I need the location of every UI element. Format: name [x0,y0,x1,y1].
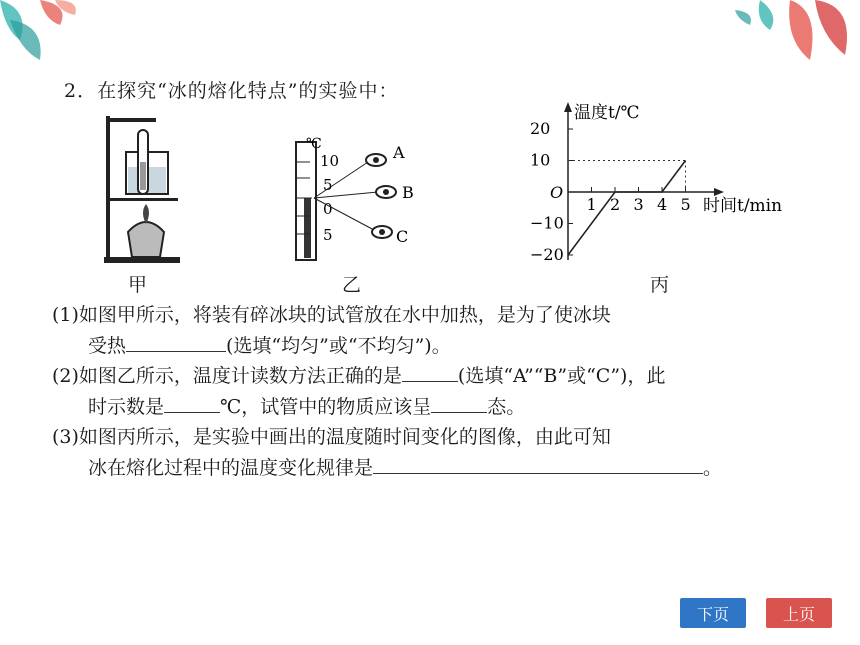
figure-bing-chart [528,100,808,270]
item-3-line-b [52,453,832,484]
next-page-button[interactable]: 下页 [680,598,746,628]
figure-yi-label: 乙 [342,274,362,296]
figure-jia-apparatus [98,112,188,264]
answer-blank-4[interactable] [431,392,487,413]
x-axis-label: 时间t/min [703,196,783,216]
answer-blank-2[interactable] [402,361,458,382]
question-title: 2．在探究“冰的熔化特点”的实验中： [64,80,399,102]
item-1-text: (选填“均匀”或“不均匀”)。 [226,334,451,357]
figure-jia-label: 甲 [128,274,148,296]
item-2-line-a [52,361,832,392]
item-2-text: (选填“A”“B”或“C”)，此 [457,365,666,387]
item-2-text: 时示数是 [88,395,165,418]
answer-blank-1[interactable] [126,331,226,352]
x-tick-label: 4 [657,195,668,214]
x-tick-label: 5 [680,195,691,214]
x-tick-label: 1 [586,195,597,214]
eye-label: A [393,143,405,162]
y-axis-label: 温度t/℃ [574,103,640,123]
item-2-text: ℃，试管中的物质应该呈 [220,395,432,418]
prev-page-button[interactable]: 上页 [766,598,832,628]
x-tick-label: 3 [633,195,644,214]
corner-leaves-left [0,0,90,70]
x-tick-label: 2 [610,195,621,214]
eye-label: C [396,227,409,246]
answer-blank-3[interactable] [164,392,220,413]
item-2-line-b [52,392,832,423]
eye-label: B [402,183,414,202]
figure-bing-label: 丙 [650,274,670,296]
y-tick-label: 20 [530,119,551,138]
item-1-text: 受热 [88,334,127,357]
y-tick-label: −20 [530,245,564,264]
item-3-text: 冰在熔化过程中的温度变化规律是 [88,456,374,479]
question-body [52,300,832,483]
y-tick-label: 10 [530,150,551,170]
item-3-line-a: (3)如图丙所示，是实验中画出的温度随时间变化的图像，由此可知 [52,426,611,448]
origin-label: O [550,183,564,202]
thermo-unit: ℃ [306,136,322,152]
item-2-text: (2)如图乙所示，温度计读数方法正确的是 [52,365,402,387]
thermo-tick: 10 [320,152,340,170]
corner-leaves-right [730,0,860,75]
thermo-tick: 5 [323,176,333,194]
thermo-tick: 0 [323,200,333,218]
item-3-text: 。 [703,456,723,479]
item-2-text: 态。 [487,395,526,418]
answer-blank-5[interactable] [373,453,703,474]
thermo-tick: 5 [323,226,333,244]
item-1-line-a: (1)如图甲所示，将装有碎冰块的试管放在水中加热，是为了使冰块 [52,304,611,326]
y-tick-label: −10 [530,213,564,233]
figure-yi-thermometer [290,134,430,264]
item-1-line-b [52,331,832,362]
